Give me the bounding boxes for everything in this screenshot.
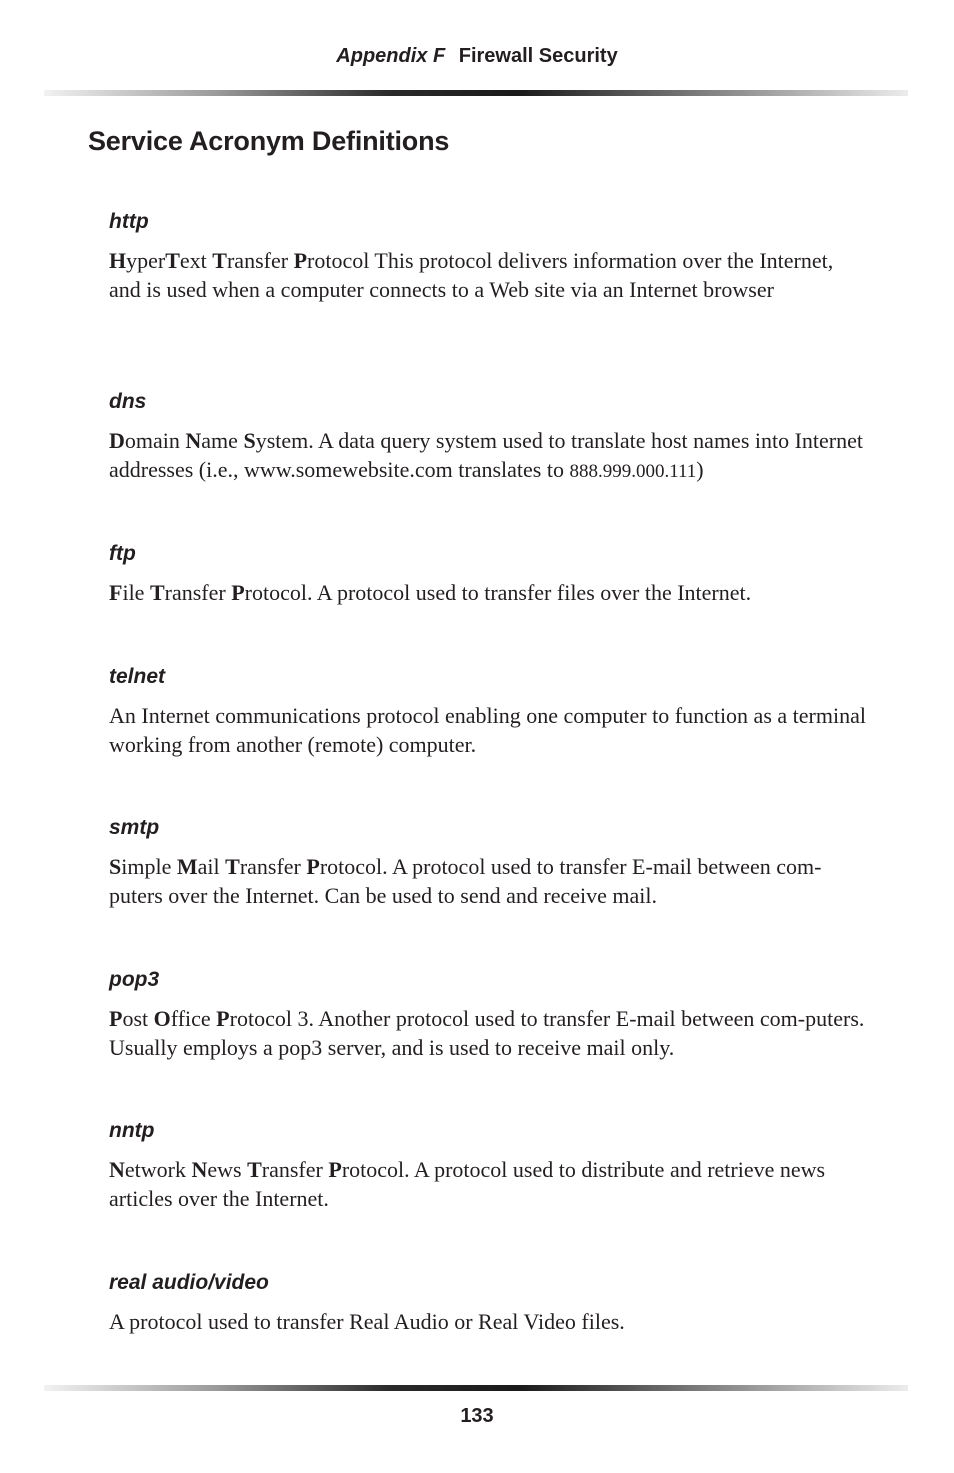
acronym-letter: P [306, 854, 320, 879]
acronym-letter: N [109, 1157, 125, 1182]
page-number: 133 [460, 1405, 494, 1427]
header-appendix: Appendix F [336, 45, 446, 67]
entry-dns [109, 389, 869, 486]
entry-term: real audio/video [109, 1271, 269, 1294]
acronym-letter: P [231, 580, 245, 605]
acronym-letter: D [109, 428, 125, 453]
entry-term: http [109, 210, 149, 233]
acronym-letter: N [185, 428, 202, 453]
entry-definition: Network News Transfer Protocol. A protocol used to distribute and retrieve news articles over the Internet. [109, 1157, 826, 1211]
acronym-letter: S [109, 854, 122, 879]
acronym-letter: M [176, 854, 198, 879]
entry-term: nntp [109, 1119, 155, 1142]
acronym-letter: P [109, 1006, 123, 1031]
acronym-letter: T [247, 1157, 262, 1182]
entry-ftp [109, 541, 869, 607]
acronym-letter: O [153, 1006, 171, 1031]
entry-definition: A protocol used to transfer Real Audio or Real Video files. [109, 1309, 625, 1334]
acronym-letter: T [212, 248, 227, 273]
acronym-letter: P [216, 1006, 230, 1031]
entry-definition: Domain Name System. A data query system used to translate host names into Internet addresses (i.e., www.somewebsite.com translates to 888.999.000.111) [109, 428, 864, 482]
entry-pop3 [109, 967, 869, 1062]
entry-real-audio-video [109, 1270, 869, 1336]
entry-nntp [109, 1118, 869, 1213]
entry-definition: An Internet communications protocol enabling one computer to function as a terminal working from another (remote) computer. [109, 703, 866, 757]
entry-term: smtp [109, 816, 160, 839]
entry-term: dns [109, 390, 147, 413]
acronym-letter: H [109, 248, 127, 273]
acronym-letter: F [109, 580, 123, 605]
acronym-letter: S [243, 428, 256, 453]
entry-definition: HyperText Transfer Protocol This protocol delivers information over the Internet, and is used when a computer connects to a Web site via an Internet browser [109, 248, 834, 302]
entry-definition: Simple Mail Transfer Protocol. A protocol used to transfer E-mail between com-puters over the Internet. Can be used to send and receive mail. [109, 854, 822, 908]
acronym-letter: P [293, 248, 308, 273]
entry-term: pop3 [109, 968, 160, 991]
acronym-letter: T [225, 854, 240, 879]
entry-http [109, 209, 869, 304]
entry-smtp [109, 815, 869, 910]
footer-rule [44, 1385, 908, 1391]
entry-term: ftp [109, 542, 136, 565]
acronym-letter: N [191, 1157, 208, 1182]
acronym-letter: T [149, 580, 165, 605]
acronym-letter: P [328, 1157, 342, 1182]
ip-address: 888.999.000.111 [569, 461, 697, 482]
entry-definition: File Transfer Protocol. A protocol used to transfer files over the Internet. [109, 580, 752, 605]
page-title: Service Acronym Definitions [88, 126, 450, 156]
entry-telnet [109, 664, 869, 759]
running-header [0, 45, 954, 68]
entry-term: telnet [109, 665, 166, 688]
header-rule [44, 90, 908, 96]
acronym-letter: T [165, 248, 180, 273]
entry-definition: Post Office Protocol 3. Another protocol used to transfer E-mail between com-puters. Usually employs a pop3 server, and is used to receive mail only. [109, 1006, 865, 1060]
header-section: Firewall Security [458, 45, 618, 67]
